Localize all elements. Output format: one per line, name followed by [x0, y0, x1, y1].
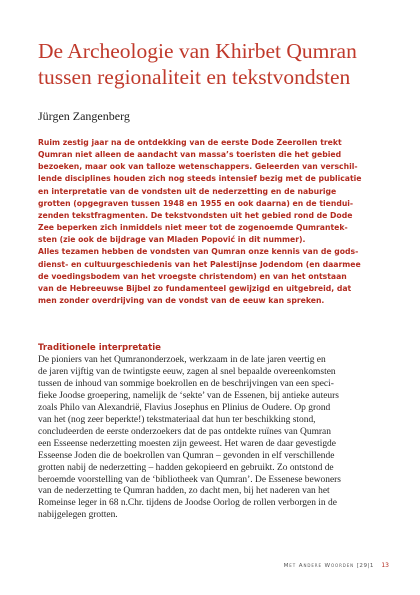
intro-line: de voedingsbodem van het vroegste christendom) en van het ontstaan — [38, 271, 347, 281]
body-line: beroemde voorstelling van de ‘bibliotheek van Qumran’. De Essenese bewoners — [38, 474, 341, 485]
intro-line: lende disciplines houden zich nog steeds intensief bezig met de publicatie — [38, 174, 362, 184]
body-line: De pioniers van het Qumranonderzoek, werkzaam in de late jaren veertig en — [38, 355, 326, 365]
body-line: Romeinse leger in 68 n.Chr. tijdens de Joodse Oorlog de rollen verborgen in de — [38, 498, 337, 509]
intro-line: grotten (opgegraven tussen 1948 en 1955 en ook daarna) en de tiendui- — [38, 198, 354, 208]
intro-line: Zee beperken zich inmiddels niet meer tot de zogenoemde Qumrantek- — [38, 223, 348, 233]
body-line: Esseense Joden die de boekrollen van Qumran – gevonden in elf verschillende — [38, 450, 335, 461]
body-line: fieke Joodse groepering, namelijk de ‘sekte’ van de Essenen, bij antieke auteurs — [38, 390, 339, 401]
journal-name: Met Andere Woorden — [283, 563, 355, 569]
section-heading: Traditionele interpretatie — [38, 343, 161, 353]
body-line: van het (nog zeer beperkte!) tekstmateriaal dat hun ter beschikking stond, — [38, 414, 316, 425]
intro-line: Ruim zestig jaar na de ontdekking van de eerste Dode Zeerollen trekt — [38, 138, 342, 147]
body-paragraph — [38, 355, 383, 522]
body-line: de jaren vijftig van de twintigste eeuw, zagen al snel bepaalde overeenkomsten — [38, 366, 336, 377]
issue-number: [29|1 — [356, 563, 374, 569]
body-line: nabijgelegen grotten. — [38, 510, 118, 521]
intro-line: en interpretatie van de vondsten uit de nederzetting en de naburige — [38, 186, 337, 196]
body-line: tussen de inhoud van sommige boekrollen en de beschrijvingen van een speci- — [38, 378, 334, 389]
page-number: 13 — [381, 562, 389, 569]
body-line: een Esseense nederzetting moesten zijn geweest. Het waren de daar gevestigde — [38, 438, 336, 449]
intro-line: sten (zie ook de bijdrage van Mladen Popović in dit nummer). — [38, 235, 306, 245]
intro-line: Qumran niet alleen de aandacht van massa’s toeristen die het gebied — [38, 150, 342, 160]
intro-line: dienst- en cultuurgeschiedenis van het Palestijnse Jodendom (en daarmee — [38, 259, 361, 269]
intro-paragraph — [38, 137, 382, 307]
body-line: van de nederzetting te Qumran hadden, zo dacht men, bij het naderen van het — [38, 486, 330, 497]
article-title: De Archeologie van Khirbet Qumran tussen regionaliteit en tekstvondsten — [38, 39, 357, 89]
journal-issue — [284, 563, 374, 569]
body-line: grotten nabij de nederzetting – hadden gekopieerd en gebruikt. Zo ontstond de — [38, 462, 334, 473]
body-line: concludeerden de eerste onderzoekers dat de pas ontdekte ruïnes van Qumran — [38, 426, 331, 437]
body-line: zoals Philo van Alexandrië, Flavius Josephus en Plinius de Oudere. Op grond — [38, 402, 331, 413]
intro-line: men zonder overdrijving van de vondst van de eeuw kan spreken. — [38, 296, 325, 306]
intro-line: Alles tezamen hebben de vondsten van Qumran onze kennis van de gods- — [38, 247, 359, 257]
intro-line: van de Hebreeuwse Bijbel zo fundamenteel gewijzigd en uitgebreid, dat — [38, 283, 352, 293]
author-name: Jürgen Zangenberg — [38, 109, 130, 123]
intro-line: zenden tekstfragmenten. De tekstvondsten uit het gebied rond de Dode — [38, 210, 353, 220]
page-footer — [0, 562, 420, 574]
intro-line: bezoeken, maar ook van talloze wetenschappers. Geleerden van verschil- — [38, 162, 358, 172]
